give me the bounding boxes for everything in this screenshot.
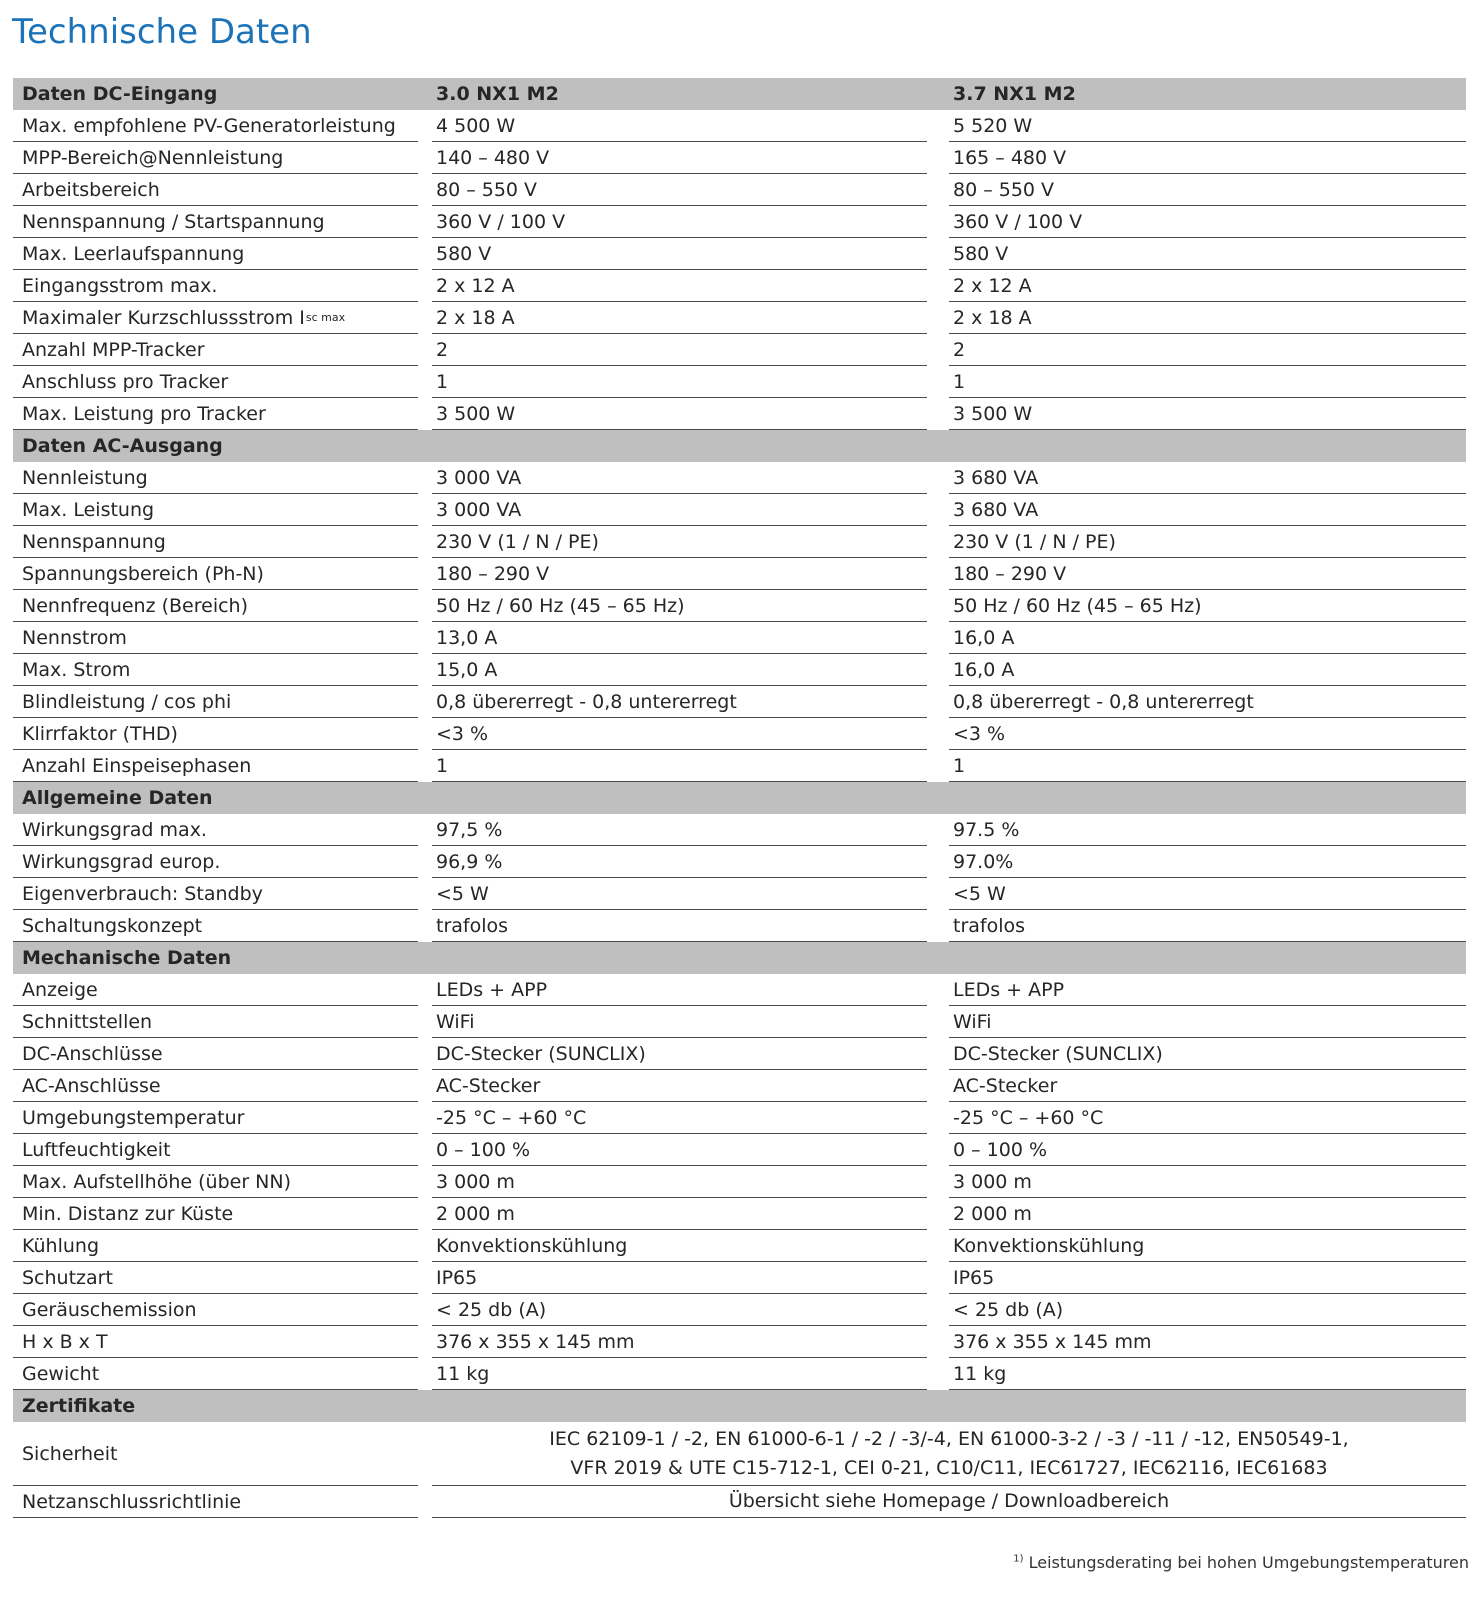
footnote xyxy=(1013,1553,1469,1572)
table-row xyxy=(13,270,1466,302)
spec-value: 0 – 100 % xyxy=(432,1134,927,1166)
spec-label: Sicherheit xyxy=(13,1422,418,1486)
spec-value: 580 V xyxy=(432,238,927,270)
spec-value: 97.0% xyxy=(949,846,1466,878)
spec-value: 2 000 m xyxy=(949,1198,1466,1230)
spec-value: Konvektionskühlung xyxy=(432,1230,927,1262)
spec-label: Eingangsstrom max. xyxy=(13,270,418,302)
spec-label: DC-Anschlüsse xyxy=(13,1038,418,1070)
spec-value: <3 % xyxy=(432,718,927,750)
spec-label: Arbeitsbereich xyxy=(13,174,418,206)
spec-value: <5 W xyxy=(949,878,1466,910)
table-row xyxy=(13,1294,1466,1326)
spec-value: 2 xyxy=(949,334,1466,366)
spec-label: Schnittstellen xyxy=(13,1006,418,1038)
spec-value: 230 V (1 / N / PE) xyxy=(949,526,1466,558)
spec-label: Max. empfohlene PV-Generatorleistung xyxy=(13,110,418,142)
spec-label: Schaltungskonzept xyxy=(13,910,418,942)
section-title: Daten AC-Ausgang xyxy=(22,435,223,457)
spec-label: Umgebungstemperatur xyxy=(13,1102,418,1134)
table-row xyxy=(13,334,1466,366)
table-row xyxy=(13,686,1466,718)
table-row xyxy=(13,974,1466,1006)
table-row xyxy=(13,238,1466,270)
spec-label: Max. Leistung pro Tracker xyxy=(13,398,418,430)
table-row xyxy=(13,302,1466,334)
spec-value: 180 – 290 V xyxy=(432,558,927,590)
spec-value: 2 x 12 A xyxy=(432,270,927,302)
spec-value: 3 000 VA xyxy=(432,462,927,494)
table-row xyxy=(13,846,1466,878)
section-header-mechanical xyxy=(13,942,1466,974)
spec-value: < 25 db (A) xyxy=(432,1294,927,1326)
spec-value: 16,0 A xyxy=(949,622,1466,654)
spec-label: Schutzart xyxy=(13,1262,418,1294)
spec-value: Konvektionskühlung xyxy=(949,1230,1466,1262)
table-row xyxy=(13,1422,1466,1486)
table-row xyxy=(13,1134,1466,1166)
spec-value: 376 x 355 x 145 mm xyxy=(432,1326,927,1358)
page-title: Technische Daten xyxy=(12,12,312,52)
spec-value: <3 % xyxy=(949,718,1466,750)
spec-label: Max. Leerlaufspannung xyxy=(13,238,418,270)
spec-value: 80 – 550 V xyxy=(432,174,927,206)
spec-value: 96,9 % xyxy=(432,846,927,878)
table-row xyxy=(13,206,1466,238)
table-row xyxy=(13,814,1466,846)
table-row xyxy=(13,1198,1466,1230)
spec-label: Klirrfaktor (THD) xyxy=(13,718,418,750)
section-title: Daten DC-Eingang xyxy=(22,83,218,105)
table-row xyxy=(13,494,1466,526)
table-row xyxy=(13,1262,1466,1294)
spec-value: trafolos xyxy=(949,910,1466,942)
spec-value: LEDs + APP xyxy=(432,974,927,1006)
table-row xyxy=(13,1038,1466,1070)
model-column-header: 3.7 NX1 M2 xyxy=(953,83,1076,105)
spec-value: DC-Stecker (SUNCLIX) xyxy=(432,1038,927,1070)
spec-label: Nennstrom xyxy=(13,622,418,654)
spec-table xyxy=(13,78,1466,1518)
section-header-ac-output xyxy=(13,430,1466,462)
spec-label: Gewicht xyxy=(13,1358,418,1390)
spec-value: 2 000 m xyxy=(432,1198,927,1230)
spec-value: 376 x 355 x 145 mm xyxy=(949,1326,1466,1358)
spec-value: < 25 db (A) xyxy=(949,1294,1466,1326)
spec-value: 0 – 100 % xyxy=(949,1134,1466,1166)
spec-value: 80 – 550 V xyxy=(949,174,1466,206)
spec-label: Netzanschlussrichtlinie xyxy=(13,1486,418,1518)
spec-value: 1 xyxy=(432,750,927,782)
spec-label: Kühlung xyxy=(13,1230,418,1262)
spec-label: Nennspannung xyxy=(13,526,418,558)
spec-label: Nennleistung xyxy=(13,462,418,494)
spec-value: 2 xyxy=(432,334,927,366)
spec-value: 97,5 % xyxy=(432,814,927,846)
spec-label: Anschluss pro Tracker xyxy=(13,366,418,398)
spec-value: 165 – 480 V xyxy=(949,142,1466,174)
spec-value: 230 V (1 / N / PE) xyxy=(432,526,927,558)
table-row xyxy=(13,1358,1466,1390)
spec-value: 0,8 übererregt - 0,8 untererregt xyxy=(949,686,1466,718)
table-row xyxy=(13,590,1466,622)
table-row xyxy=(13,366,1466,398)
spec-value: 11 kg xyxy=(949,1358,1466,1390)
spec-label: AC-Anschlüsse xyxy=(13,1070,418,1102)
footnote-text: Leistungsderating bei hohen Umgebungstemperaturen xyxy=(1028,1553,1469,1572)
table-row xyxy=(13,878,1466,910)
spec-value: -25 °C – +60 °C xyxy=(949,1102,1466,1134)
spec-value: 16,0 A xyxy=(949,654,1466,686)
spec-label: MPP-Bereich@Nennleistung xyxy=(13,142,418,174)
spec-label-text: Maximaler Kurzschlussstrom I xyxy=(22,306,305,329)
spec-label: H x B x T xyxy=(13,1326,418,1358)
table-row xyxy=(13,718,1466,750)
spec-value: 3 000 VA xyxy=(432,494,927,526)
table-row xyxy=(13,1006,1466,1038)
table-row xyxy=(13,1102,1466,1134)
spec-value: 3 680 VA xyxy=(949,494,1466,526)
spec-label: Geräuschemission xyxy=(13,1294,418,1326)
spec-value: AC-Stecker xyxy=(949,1070,1466,1102)
spec-value: 3 680 VA xyxy=(949,462,1466,494)
spec-label: Anzahl MPP-Tracker xyxy=(13,334,418,366)
spec-value-spanning xyxy=(432,1422,1466,1486)
spec-value: 140 – 480 V xyxy=(432,142,927,174)
spec-value: WiFi xyxy=(949,1006,1466,1038)
spec-value: trafolos xyxy=(432,910,927,942)
spec-value: 3 000 m xyxy=(949,1166,1466,1198)
spec-value: 1 xyxy=(432,366,927,398)
spec-value: 50 Hz / 60 Hz (45 – 65 Hz) xyxy=(949,590,1466,622)
spec-value: 1 xyxy=(949,750,1466,782)
table-row xyxy=(13,654,1466,686)
table-row xyxy=(13,110,1466,142)
table-row xyxy=(13,750,1466,782)
spec-label: Wirkungsgrad europ. xyxy=(13,846,418,878)
spec-value: -25 °C – +60 °C xyxy=(432,1102,927,1134)
section-header-general xyxy=(13,782,1466,814)
spec-value: 360 V / 100 V xyxy=(432,206,927,238)
spec-value: IP65 xyxy=(949,1262,1466,1294)
certificate-line: VFR 2019 & UTE C15-712-1, CEI 0-21, C10/C11, IEC61727, IEC62116, IEC61683 xyxy=(570,1456,1328,1479)
table-row xyxy=(13,622,1466,654)
table-row xyxy=(13,526,1466,558)
spec-value: 3 000 m xyxy=(432,1166,927,1198)
spec-value: 11 kg xyxy=(432,1358,927,1390)
spec-label: Max. Strom xyxy=(13,654,418,686)
model-column-header: 3.0 NX1 M2 xyxy=(436,83,559,105)
spec-value: 2 x 12 A xyxy=(949,270,1466,302)
spec-value: 580 V xyxy=(949,238,1466,270)
table-row xyxy=(13,1070,1466,1102)
table-row xyxy=(13,142,1466,174)
spec-value: 2 x 18 A xyxy=(432,302,927,334)
spec-label: Max. Leistung xyxy=(13,494,418,526)
spec-label: Max. Aufstellhöhe (über NN) xyxy=(13,1166,418,1198)
spec-value: <5 W xyxy=(432,878,927,910)
spec-label: Luftfeuchtigkeit xyxy=(13,1134,418,1166)
spec-value: IP65 xyxy=(432,1262,927,1294)
spec-label: Anzahl Einspeisephasen xyxy=(13,750,418,782)
spec-value: 180 – 290 V xyxy=(949,558,1466,590)
spec-value: WiFi xyxy=(432,1006,927,1038)
spec-value: AC-Stecker xyxy=(432,1070,927,1102)
spec-label: Eigenverbrauch: Standby xyxy=(13,878,418,910)
spec-value: 360 V / 100 V xyxy=(949,206,1466,238)
section-header-certificates xyxy=(13,1390,1466,1422)
spec-value-spanning: Übersicht siehe Homepage / Downloadbereich xyxy=(432,1486,1466,1518)
spec-value: 97.5 % xyxy=(949,814,1466,846)
spec-label: Min. Distanz zur Küste xyxy=(13,1198,418,1230)
table-row xyxy=(13,1326,1466,1358)
table-row xyxy=(13,462,1466,494)
spec-value: 4 500 W xyxy=(432,110,927,142)
spec-label: Blindleistung / cos phi xyxy=(13,686,418,718)
table-row xyxy=(13,174,1466,206)
spec-label: Nennfrequenz (Bereich) xyxy=(13,590,418,622)
section-title: Allgemeine Daten xyxy=(22,787,213,809)
spec-label: Nennspannung / Startspannung xyxy=(13,206,418,238)
spec-value: 50 Hz / 60 Hz (45 – 65 Hz) xyxy=(432,590,927,622)
spec-value: 2 x 18 A xyxy=(949,302,1466,334)
spec-label: Wirkungsgrad max. xyxy=(13,814,418,846)
table-row xyxy=(13,1166,1466,1198)
table-row xyxy=(13,1230,1466,1262)
spec-value: 13,0 A xyxy=(432,622,927,654)
section-header-dc-input xyxy=(13,78,1466,110)
spec-label xyxy=(13,302,418,334)
section-title: Mechanische Daten xyxy=(22,947,232,969)
table-row xyxy=(13,398,1466,430)
spec-value: 15,0 A xyxy=(432,654,927,686)
footnote-mark: 1) xyxy=(1013,1553,1024,1565)
table-row xyxy=(13,558,1466,590)
certificate-line: IEC 62109-1 / -2, EN 61000-6-1 / -2 / -3/-4, EN 61000-3-2 / -3 / -11 / -12, EN50549-1, xyxy=(549,1427,1349,1450)
spec-value: LEDs + APP xyxy=(949,974,1466,1006)
spec-value: 3 500 W xyxy=(432,398,927,430)
spec-value: DC-Stecker (SUNCLIX) xyxy=(949,1038,1466,1070)
section-title: Zertifikate xyxy=(22,1395,136,1417)
spec-value: 1 xyxy=(949,366,1466,398)
table-row xyxy=(13,1486,1466,1518)
spec-value: 3 500 W xyxy=(949,398,1466,430)
spec-value: 0,8 übererregt - 0,8 untererregt xyxy=(432,686,927,718)
table-row xyxy=(13,910,1466,942)
spec-label: Anzeige xyxy=(13,974,418,1006)
spec-label: Spannungsbereich (Ph-N) xyxy=(13,558,418,590)
spec-value: 5 520 W xyxy=(949,110,1466,142)
subscript-sc-max: sc max xyxy=(305,311,346,324)
